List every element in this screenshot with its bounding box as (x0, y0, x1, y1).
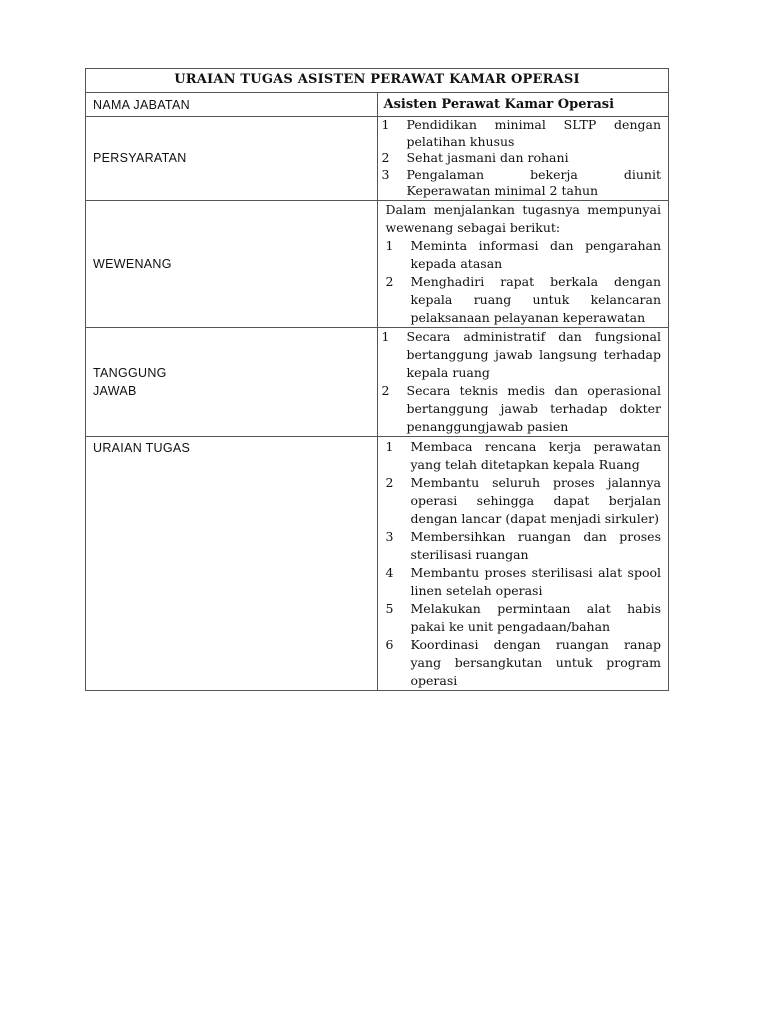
list-item (386, 438, 662, 474)
item-text: Membaca rencana kerja perawatan yang telah ditetapkan kepala Ruang (410, 438, 661, 472)
wewenang-row (86, 200, 669, 327)
tanggung-jawab-list (382, 328, 662, 436)
item-text: Melakukan permintaan alat habis pakai ke unit pengadaan/bahan (410, 600, 661, 634)
item-number: 2 (385, 474, 394, 490)
list-item (382, 328, 662, 382)
item-number: 1 (385, 237, 394, 253)
list-item (386, 237, 662, 273)
uraian-tugas-content (377, 436, 669, 690)
persyaratan-row (86, 117, 669, 201)
list-item (386, 273, 662, 327)
list-item (386, 474, 662, 528)
item-text: Membantu seluruh proses jalannya operasi sehingga dapat berjalan dengan lancar (dapat menjadi sirkuler) (410, 474, 661, 526)
item-number: 2 (385, 273, 394, 289)
item-number: 1 (381, 117, 390, 132)
nama-jabatan-value: Asisten Perawat Kamar Operasi (377, 93, 669, 117)
persyaratan-content (377, 117, 669, 201)
tanggung-jawab-label (86, 327, 378, 436)
item-text: Pengalaman bekerja diunit Keperawatan minimal 2 tahun (406, 166, 661, 198)
item-number: 1 (381, 328, 390, 344)
item-text: Sehat jasmani dan rohani (406, 150, 569, 165)
item-number: 6 (385, 636, 394, 652)
wewenang-list (382, 237, 662, 327)
persyaratan-list (382, 117, 662, 200)
item-number: 4 (385, 564, 394, 580)
tanggung-jawab-label-line2: JAWAB (93, 383, 137, 398)
item-number: 3 (381, 166, 390, 182)
item-number: 1 (385, 438, 394, 454)
item-text: Secara administratif dan fungsional bertanggung jawab langsung terhadap kepala ruang (406, 328, 661, 380)
item-number: 3 (385, 528, 394, 544)
item-text: Secara teknis medis dan operasional bertanggung jawab terhadap dokter penanggungjawab pasien (406, 382, 661, 434)
persyaratan-label: PERSYARATAN (86, 117, 378, 201)
title-row (86, 69, 669, 93)
list-item (382, 117, 662, 150)
item-text: Membersihkan ruangan dan proses sterilisasi ruangan (410, 528, 661, 562)
tanggung-jawab-row (86, 327, 669, 436)
list-item (382, 150, 662, 167)
tanggung-jawab-content (377, 327, 669, 436)
uraian-tugas-row (86, 436, 669, 690)
job-description-table (85, 68, 669, 691)
nama-jabatan-label: NAMA JABATAN (86, 93, 378, 117)
wewenang-label: WEWENANG (86, 200, 378, 327)
document-title: URAIAN TUGAS ASISTEN PERAWAT KAMAR OPERASI (86, 69, 669, 93)
item-text: Meminta informasi dan pengarahan kepada atasan (410, 237, 661, 271)
list-item (386, 528, 662, 564)
item-number: 5 (385, 600, 394, 616)
item-number: 2 (381, 150, 390, 165)
list-item (382, 167, 662, 200)
item-number: 2 (381, 382, 390, 398)
list-item (386, 636, 662, 690)
nama-jabatan-row (86, 93, 669, 117)
tanggung-jawab-label-line1: TANGGUNG (93, 365, 167, 380)
list-item (386, 564, 662, 600)
item-text: Koordinasi dengan ruangan ranap yang bersangkutan untuk program operasi (410, 636, 661, 688)
wewenang-content (377, 200, 669, 327)
wewenang-intro: Dalam menjalankan tugasnya mempunyai wewenang sebagai berikut: (385, 201, 661, 235)
list-item (382, 382, 662, 436)
item-text: Pendidikan minimal SLTP dengan pelatihan khusus (406, 117, 661, 149)
uraian-tugas-label: URAIAN TUGAS (86, 436, 378, 690)
list-item (386, 600, 662, 636)
uraian-tugas-list (382, 438, 662, 690)
item-text: Membantu proses sterilisasi alat spool linen setelah operasi (410, 564, 661, 598)
item-text: Menghadiri rapat berkala dengan kepala ruang untuk kelancaran pelaksanaan pelayanan keperawatan (410, 273, 661, 325)
